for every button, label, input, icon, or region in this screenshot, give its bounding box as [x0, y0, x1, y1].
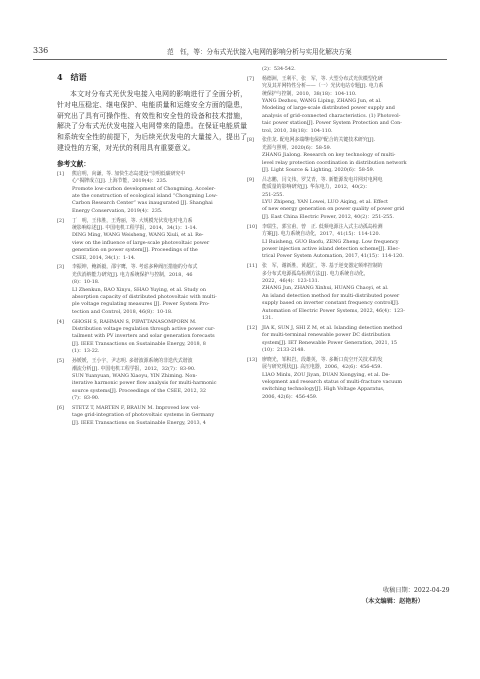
- header-rule: [33, 59, 447, 60]
- reference-line: 131.: [262, 314, 273, 321]
- reference-line: 统保护与控制，2010，38(18)：104-110.: [262, 90, 357, 97]
- reference-line: DING Ming, WANG Weisheng, WANG Xiuli, et al. Re-: [72, 232, 204, 239]
- reference-line: absorption capacity of distributed photovoltaic with multi-: [72, 294, 217, 301]
- reference-line: 统影响综述[J]. 中国电机工程学报，2014，34(1)：1-14.: [72, 225, 198, 232]
- reference-line: supply based on inverter constant frequency control[J].: [262, 300, 400, 307]
- reference-list-left: [57, 171, 247, 427]
- reference-number: [10]: [247, 223, 258, 230]
- reference-number: [5]: [57, 358, 64, 365]
- reference-line: (2)：534-542.: [262, 66, 296, 72]
- right-column: [247, 66, 439, 404]
- reference-line: 李振坤，鲍新毅，邵宇鹰，等. 考虑多种阀压措施的分布式: [72, 264, 198, 271]
- reference-item: [57, 319, 247, 356]
- reference-text: [72, 405, 247, 427]
- page-number: 336: [33, 46, 49, 55]
- reference-number: [2]: [57, 217, 64, 224]
- reference-item: [247, 325, 439, 355]
- reference-line: LI Ruisheng, GUO Baofu, ZENG Zheng. Low frequency: [262, 238, 399, 245]
- reference-line: tage grid-integration of photovoltaic systems in Germany: [72, 412, 215, 419]
- reference-item: [247, 224, 439, 261]
- reference-line: JIA K, SUN J, SHI Z M, et al. Islanding detection method: [262, 324, 403, 331]
- reference-line: Modeling of large-scale distributed power supply and: [262, 105, 395, 112]
- reference-line: trol, 2010, 38(18)：104-110.: [262, 127, 333, 134]
- reference-line: 吕志鹏，闫文伟，罗艾青，等. 新能源发电并网对电网电: [262, 176, 383, 183]
- reference-line: view on the influence of large-scale photovoltaic power: [72, 239, 210, 246]
- reference-item: [247, 357, 439, 401]
- reference-line: STETZ T, MARTEN F, BRAUN M. Improved low vol-: [72, 404, 200, 411]
- reference-line: of new energy generation on power quality of power grid: [262, 206, 405, 213]
- reference-item: [247, 137, 439, 174]
- reference-text: [262, 224, 439, 261]
- reference-item: [57, 218, 247, 262]
- reference-text: [262, 357, 439, 401]
- reference-number: [3]: [57, 264, 64, 271]
- reference-line: [J]. IEEE Transactions on Sustainable Energy, 2018, 8: [72, 340, 206, 347]
- reference-line: 251-255.: [262, 191, 284, 198]
- reference-line: 李瑞生，郭宝甫，曾 正. 低频电源注入式主动孤岛检测: [262, 223, 383, 230]
- reference-line: trical Power System Automation, 2017, 41(15)：114-120.: [262, 253, 404, 260]
- reference-line: Promote low-carbon development of Chongming. Acceler-: [72, 185, 216, 192]
- reference-line: 张佳龙. 配电网多端继电保护配合的关键技术研究[J].: [262, 137, 376, 144]
- running-title: 范 钰，等：分布式光伏接入电网的影响分析与实用化解决方案: [167, 48, 352, 56]
- reference-line: 能质量的影响研究[J]. 华东电力，2012，40(2)：: [262, 184, 370, 191]
- reference-line: Distribution voltage regulation through active power cur-: [72, 326, 215, 333]
- reference-text: [262, 325, 439, 355]
- reference-line: 2006, 42(6)：456-459.: [262, 393, 318, 400]
- reference-text: [262, 66, 439, 73]
- reference-line: (10)：2133-2148.: [262, 346, 306, 353]
- reference-line: power injection active island detection scheme[J]. Elec-: [262, 245, 400, 252]
- reference-line: [J]. Light Source & Lighting, 2020(6)：58-59.: [262, 167, 375, 174]
- reference-item: [57, 405, 247, 427]
- reference-line: 廖晓光，邹积岩，段雄英，等. 多断口真空开关技术的发: [262, 356, 383, 363]
- reference-line: analysis of grid-connected characteristics. (1) Photovol-: [262, 112, 401, 119]
- reference-text: [262, 76, 439, 135]
- reference-number: [12]: [247, 324, 258, 331]
- references-heading: 参考文献：: [57, 159, 90, 168]
- reference-line: SUN Yuanyuan, WANG Xiaoyu, YIN Zhiming. Non-: [72, 372, 198, 379]
- reference-line: 杨德洲，王利平，张 军，等. 大型分布式光伏模型化研: [262, 75, 383, 82]
- reference-line: 光源与照明，2020(6)：58-59.: [262, 144, 332, 151]
- reference-line: taic power station[J]. Power System Protection and Con-: [262, 120, 402, 127]
- reference-line: YANG Dezhou, WANG Liping, ZHANG Jun, et al.: [262, 98, 382, 105]
- reference-number: [4]: [57, 318, 64, 325]
- reference-item: [247, 177, 439, 221]
- reference-number: [9]: [247, 176, 254, 183]
- reference-text: [262, 137, 439, 174]
- reference-line: tailment with PV inverters and solar generation forecasts: [72, 333, 215, 340]
- section-title: 4 结语: [57, 72, 87, 82]
- reference-item: [57, 264, 247, 316]
- reference-line: LIAO Minlu, ZOU Jiyan, DUAN Xiongying, et al. De-: [262, 371, 391, 378]
- reference-line: 展与研究现状[J]. 高压电器，2006，42(6)：456-459.: [262, 364, 382, 371]
- reference-line: Carbon Research Center” was inaugurated [J]. Shanghai: [72, 200, 213, 207]
- reference-text: [72, 264, 247, 316]
- reference-text: [262, 263, 439, 322]
- reference-text: [72, 358, 247, 402]
- reference-line: 丁 明，王伟胜，王秀丽，等. 大规模光伏发电对电力系: [72, 217, 193, 224]
- reference-item: [57, 358, 247, 402]
- reference-line: (7)：83-90.: [72, 395, 100, 402]
- reference-number: [247, 66, 262, 73]
- reference-line: GHOSH S, RAHMAN S, PIPATTANASOMPORN M.: [72, 318, 197, 325]
- reference-text: [72, 171, 247, 215]
- received-date: 收稿日期：2022-04-29: [383, 587, 450, 594]
- reference-line: velopment and research status of multi-fracture vacuum: [262, 378, 403, 385]
- left-column: [57, 66, 247, 430]
- reference-line: 熊启明，向谦，等. 加快生态岛建设“崇明低碳研究中: [72, 170, 186, 177]
- reference-line: LYU Zhipeng, YAN Lowei, LUO Aiqing, et al. Effect: [262, 199, 389, 206]
- reference-text: [262, 177, 439, 221]
- editor-note: （本文编辑：赵艳粉）: [362, 598, 424, 605]
- reference-line: iterative harmonic power flow analysis for multi-harmonic: [72, 380, 217, 387]
- reference-line: level relay protection coordination in distribution network: [262, 159, 407, 166]
- reference-item: [247, 76, 439, 135]
- reference-line: system[J]. IET Renewable Power Generation, 2021, 15: [262, 339, 397, 346]
- reference-number: [1]: [57, 170, 64, 177]
- running-header: [33, 46, 447, 60]
- reference-line: (8)：10-18.: [72, 279, 100, 286]
- reference-line: switching technology[J]. High Voltage Apparatus,: [262, 386, 385, 393]
- reference-line: 潮流分析[J]. 中国电机工程学报，2012，32(7)：83-90.: [72, 365, 196, 372]
- reference-line: 孙媛媛，王小宇，尹志明. 多谐波源系统的非迭代式谐波: [72, 358, 193, 365]
- reference-line: 多分布式电源孤岛检测方法[J]. 电力系统自动化，: [262, 270, 369, 277]
- reference-line: 心”揭牌成立[J]. 上海节能，2019(4)：235.: [72, 178, 168, 185]
- reference-line: 2022，46(4)：123-131.: [262, 277, 320, 284]
- reference-line: ple voltage regulating measures [J]. Power System Pro-: [72, 301, 210, 308]
- reference-line: LI Zhenkun, BAO Xinyu, SHAO Yuying, et al. Study on: [72, 286, 206, 293]
- reference-line: Automation of Electric Power Systems, 2022, 46(4)：123-: [262, 307, 405, 314]
- reference-line: An island detection method for multi-distributed power: [262, 292, 400, 299]
- reference-number: [11]: [247, 263, 258, 270]
- reference-item: [247, 66, 439, 73]
- reference-line: 究及其并网特性分析——（一）光伏电站专题[J]. 电力系: [262, 83, 384, 90]
- reference-item: [247, 263, 439, 322]
- reference-number: [7]: [247, 75, 254, 82]
- reference-line: ZHANG Jun, ZHANG Xinhui, HUANG Chaoyi, et al.: [262, 285, 389, 292]
- reference-line: for multi-terminal renewable power DC distribution: [262, 332, 391, 339]
- reference-line: source systems[J]. Proceedings of the CSEE, 2012, 32: [72, 387, 206, 394]
- reference-line: Energy Conservation, 2019(4)：235.: [72, 207, 163, 214]
- reference-line: tection and Control, 2018, 46(8)：10-18.: [72, 308, 173, 315]
- reference-line: generation on power system[J]. Proceedings of the: [72, 247, 198, 254]
- reference-text: [72, 218, 247, 262]
- reference-line: [J]. East China Electric Power, 2012, 40(2)：251-255.: [262, 213, 394, 220]
- reference-line: ZHANG Jialong. Research on key technology of multi-: [262, 152, 396, 159]
- reference-list-right: [247, 66, 439, 401]
- reference-line: [J]. IEEE Transactions on Sustainable Energy, 2013, 4: [72, 419, 206, 426]
- reference-item: [57, 171, 247, 215]
- reference-line: (1)：13-22.: [72, 348, 100, 355]
- reference-number: [8]: [247, 137, 254, 144]
- reference-line: 张 军，谢新胜，黄超汇，等. 基于逆变器定频率控制的: [262, 263, 383, 270]
- reference-line: ate the construction of ecological island “Chongming Low-: [72, 193, 218, 199]
- reference-line: 光伏消纳能力研究[J]. 电力系统保护与控制，2018，46: [72, 271, 193, 278]
- conclusion-paragraph: 本文对分布式光伏发电接入电网的影响进行了全面分析，针对电压稳定、继电保护、电能质量和运维安全方面的隐患，研究出了具有可操作性、有效性和安全性的设备和技术措施，解决了分布式光伏发电接入电网带来的隐患。在保证电能质量和系统安全性的前提下，为后续光伏发电的大量接入，提出了建设性的方案，对光伏的利用具有重要意义。: [57, 90, 247, 152]
- reference-line: CSEE, 2014, 34(1)：1-14.: [72, 254, 136, 261]
- reference-text: [72, 319, 247, 356]
- reference-line: 方案[J]. 电力系统自动化，2017，41(15)：114-120.: [262, 231, 381, 238]
- reference-number: [6]: [57, 404, 64, 411]
- reference-number: [13]: [247, 356, 258, 363]
